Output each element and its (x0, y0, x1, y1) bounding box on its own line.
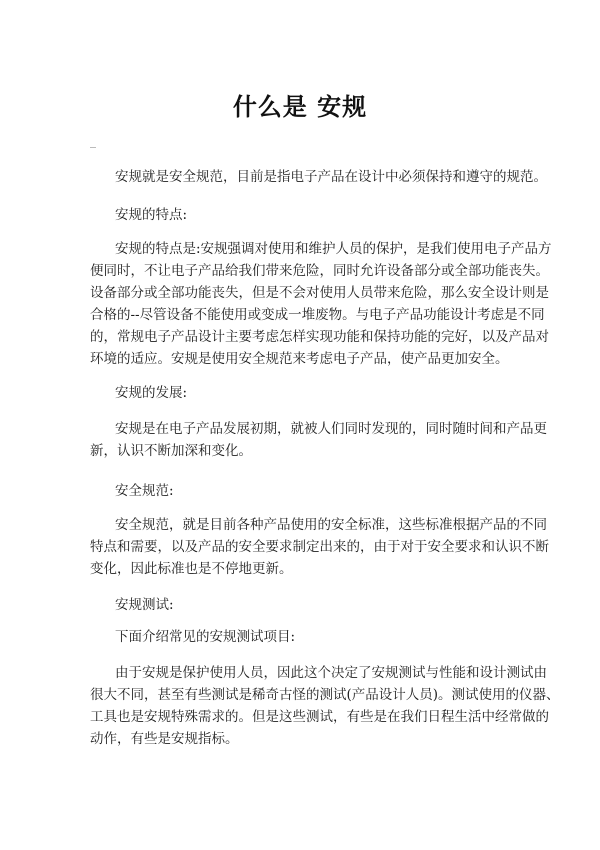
paragraph-intro (90, 166, 547, 188)
paragraph-development (90, 418, 547, 462)
text-line: 安全规范: (115, 483, 174, 499)
paragraph-testing-intro (90, 626, 520, 648)
paragraph-features (90, 238, 552, 370)
text-line: 下面介绍常见的安规测试项目: (115, 629, 296, 645)
text-line: 变化，因此标准也是不停地更新。 (90, 561, 293, 577)
text-line: 的，常规电子产品设计主要考虑怎样实现功能和保持功能的完好，以及产品对 (90, 329, 549, 345)
text-line: 安规的发展: (115, 385, 188, 401)
text-line: 设备部分或全部功能丧失，但是不会对使用人员带来危险，那么安全设计则是 (90, 285, 549, 301)
text-line: 新，认识不断加深和变化。 (90, 443, 252, 459)
text-line: 很大不同，甚至有些测试是稀奇古怪的测试(产品设计人员)。测试使用的仪器、 (90, 687, 560, 703)
page-mark (90, 147, 96, 148)
text-line: 特点和需要，以及产品的安全要求制定出来的，由于对于安全要求和认识不断 (90, 539, 549, 555)
page-title: 什么是 安规 (232, 92, 368, 122)
text-line: 合格的--尽管设备不能使用或变成一堆废物。与电子产品功能设计考虑是不同 (90, 307, 545, 323)
heading-safety-testing (90, 594, 520, 616)
text-line: 安规的特点: (115, 207, 188, 223)
heading-features (90, 204, 520, 226)
text-line: 安全规范，就是目前各种产品使用的安全标准，这些标准根据产品的不同 (115, 517, 547, 533)
text-line: 便同时，不让电子产品给我们带来危险，同时允许设备部分或全部功能丧失。 (90, 263, 549, 279)
paragraph-testing (90, 662, 560, 750)
text-line: 环境的适应。安规是使用安全规范来考虑电子产品，使产品更加安全。 (90, 351, 509, 367)
text-line: 由于安规是保护使用人员，因此这个决定了安规测试与性能和设计测试由 (115, 665, 547, 681)
text-line: 安规测试: (115, 597, 174, 613)
text-line: 安规就是安全规范，目前是指电子产品在设计中必须保持和遵守的规范。 (115, 169, 547, 185)
text-line: 工具也是安规特殊需求的。但是这些测试，有些是在我们日程生活中经常做的 (90, 709, 549, 725)
text-line: 安规的特点是:安规强调对使用和维护人员的保护，是我们使用电子产品方 (115, 241, 552, 257)
paragraph-safety-standards (90, 514, 549, 580)
heading-safety-standards (90, 480, 520, 502)
heading-development (90, 382, 520, 404)
text-line: 安规是在电子产品发展初期，就被人们同时发现的，同时随时间和产品更 (115, 421, 547, 437)
text-line: 动作，有些是安规指标。 (90, 731, 239, 747)
